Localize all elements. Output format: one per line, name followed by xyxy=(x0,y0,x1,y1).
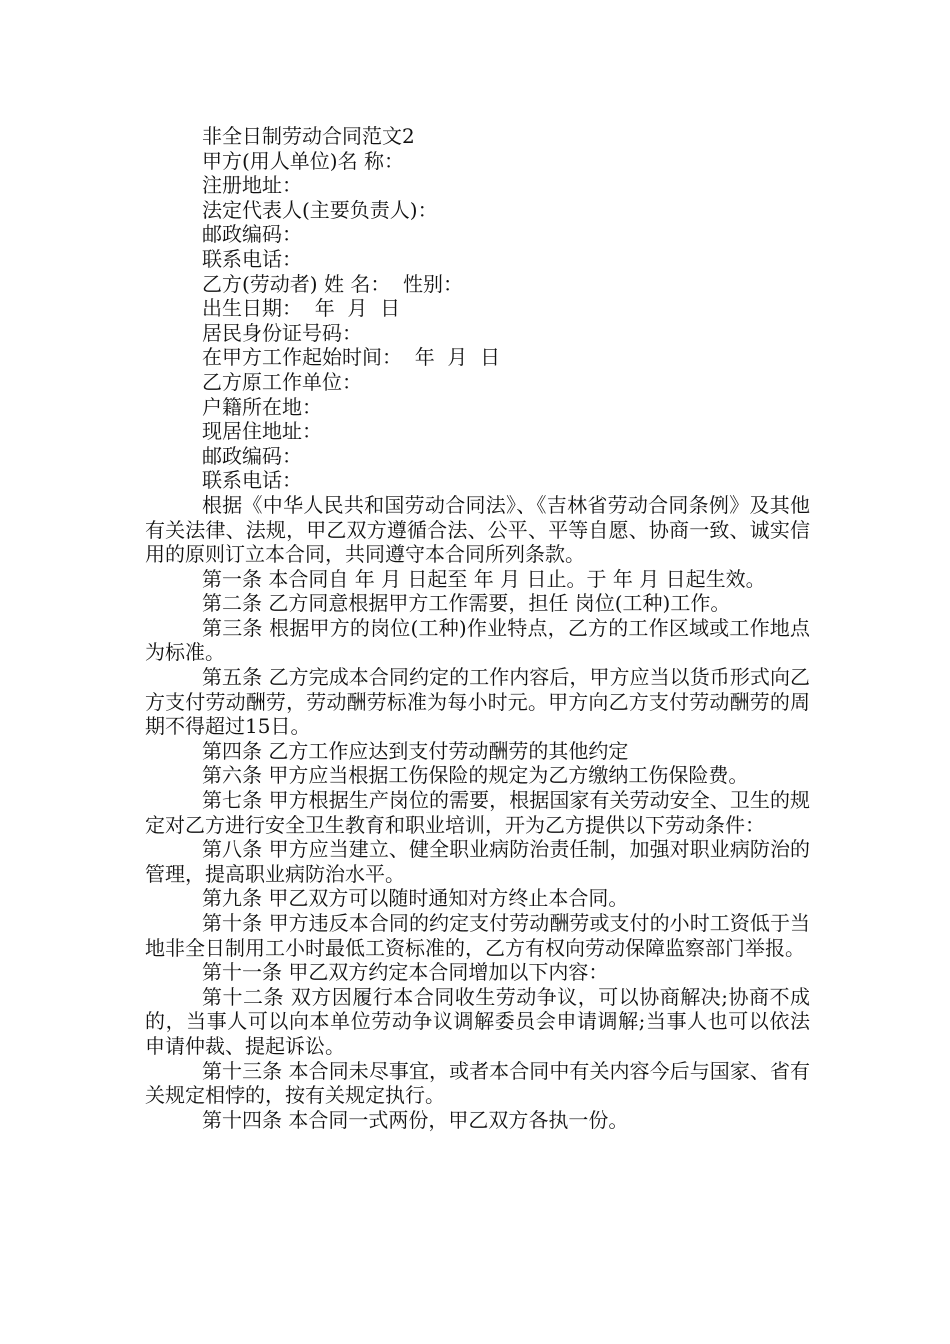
article-7: 第七条 甲方根据生产岗位的需要，根据国家有关劳动安全、卫生的规定对乙方进行安全卫生教育和职业培训，开为乙方提供以下劳动条件： xyxy=(145,788,810,837)
document-body xyxy=(145,124,810,1132)
article-12: 第十二条 双方因履行本合同收生劳动争议，可以协商解决;协商不成的，当事人可以向本单位劳动争议调解委员会申请调解;当事人也可以依法申请仲裁、提起诉讼。 xyxy=(145,984,810,1058)
article-4: 第四条 乙方工作应达到支付劳动酬劳的其他约定 xyxy=(202,738,629,763)
employer-postal-code-field: 邮政编码： xyxy=(202,222,302,247)
article-9: 第九条 甲乙双方可以随时通知对方终止本合同。 xyxy=(202,886,629,911)
article-14: 第十四条 本合同一式两份，甲乙双方各执一份。 xyxy=(202,1107,629,1132)
document-title: 非全日制劳动合同范文2 xyxy=(202,124,415,148)
article-1: 第一条 本合同自 年 月 日起至 年 月 日止。于 年 月 日起生效。 xyxy=(202,566,766,591)
employer-name-field: 甲方(用人单位)名 称： xyxy=(202,148,404,173)
article-5: 第五条 乙方完成本合同约定的工作内容后，甲方应当以货币形式向乙方支付劳动酬劳，劳动酬劳标准为每小时元。甲方向乙方支付劳动酬劳的周期不得超过15日。 xyxy=(145,665,810,739)
previous-employer-field: 乙方原工作单位： xyxy=(202,369,362,394)
article-8: 第八条 甲方应当建立、健全职业病防治责任制，加强对职业病防治的管理，提高职业病防治水平。 xyxy=(145,837,810,886)
household-registration-field: 户籍所在地： xyxy=(202,394,322,419)
start-date-field: 在甲方工作起始时间： 年 月 日 xyxy=(202,345,501,370)
employee-phone-field: 联系电话： xyxy=(202,468,302,493)
current-address-field: 现居住地址： xyxy=(202,419,322,444)
employee-name-gender-field: 乙方(劳动者) 姓 名： 性别： xyxy=(202,271,464,296)
id-number-field: 居民身份证号码： xyxy=(202,320,362,345)
birth-date-field: 出生日期： 年 月 日 xyxy=(202,296,401,321)
employer-phone-field: 联系电话： xyxy=(202,246,302,271)
employee-postal-code-field: 邮政编码： xyxy=(202,443,302,468)
article-6: 第六条 甲方应当根据工伤保险的规定为乙方缴纳工伤保险费。 xyxy=(202,763,749,788)
article-13: 第十三条 本合同未尽事宜，或者本合同中有关内容今后与国家、省有关规定相悖的，按有关规定执行。 xyxy=(145,1058,810,1108)
article-3: 第三条 根据甲方的岗位(工种)作业特点，乙方的工作区域或工作地点为标准。 xyxy=(145,615,810,665)
preamble-paragraph: 根据《中华人民共和国劳动合同法》、《吉林省劳动合同条例》及其他有关法律、法规，甲乙双方遵循合法、公平、平等自愿、协商一致、诚实信用的原则订立本合同，共同遵守本合同所列条款。 xyxy=(145,492,810,567)
article-11: 第十一条 甲乙双方约定本合同增加以下内容： xyxy=(202,960,609,985)
article-2: 第二条 乙方同意根据甲方工作需要，担任 岗位(工种)工作。 xyxy=(202,591,731,616)
legal-representative-field: 法定代表人(主要负责人)： xyxy=(202,197,438,222)
article-10: 第十条 甲方违反本合同的约定支付劳动酬劳或支付的小时工资低于当地非全日制用工小时最低工资标准的，乙方有权向劳动保障监察部门举报。 xyxy=(145,911,810,960)
registered-address-field: 注册地址： xyxy=(202,173,302,198)
